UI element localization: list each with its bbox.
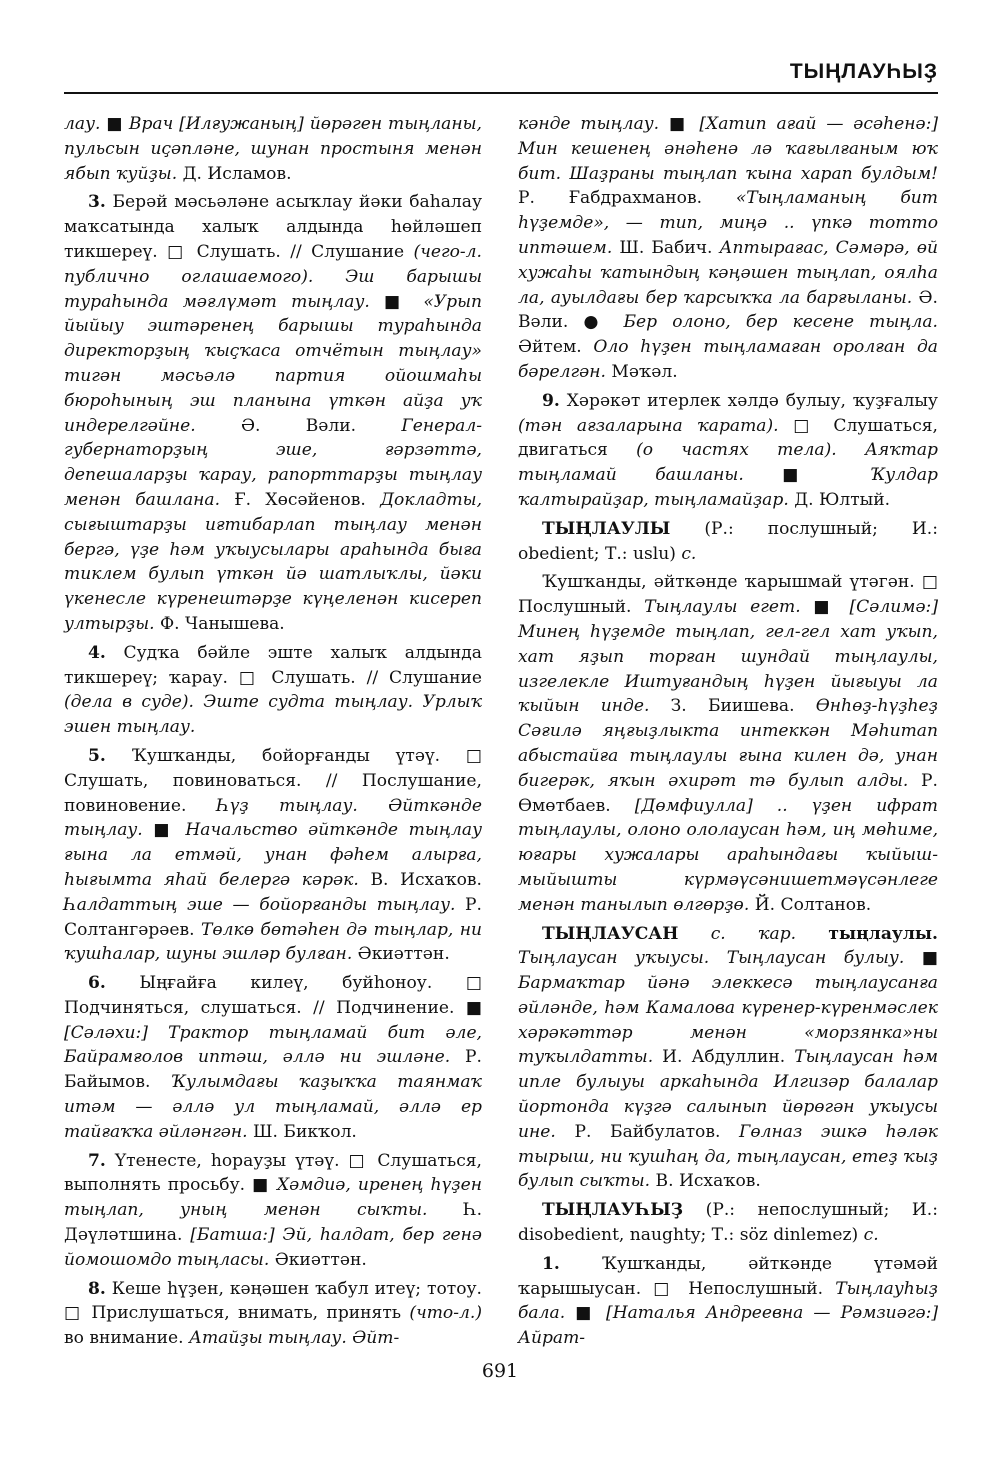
right-column bbox=[518, 112, 938, 1355]
entry-paragraph: 5. Ҡушҡанды, бойорғанды үтәү. □ Слушать, повиноваться. // Послушание, повиновение. Һүҙ тыңлау. Әйткәнде тыңлау. ■ Начальство әйткәнде тыңлау ғына ла етмәй, унан фәһем алырға, һығымта яһай белергә кәрәк. В. Исхаҡов. Һалдаттың эше — бойорғанды тыңлау. Р. Солтангәрәев. Төлкө бөтәһен дә тыңлар, ни ҡушһалар, шуны эшләр булған. Әкиәттән. bbox=[64, 745, 482, 965]
header-rule bbox=[64, 92, 938, 94]
running-head: ТЫҢЛАУҺЫҘ bbox=[789, 60, 938, 83]
entry-paragraph: Ҡушҡанды, әйткәнде ҡарышмай үтәгән. □ Послушный. Тыңлаулы егет. ■ [Сәлимә:] Минең һүҙемде тыңлап, гел-гел хат уҡып, хат яҙып торған шундай тыңлаулы, изгелекле Иштуғандың һүҙен йығыуы ла ҡыйын инде. З. Биишева. Өнһөҙ-һүҙһеҙ Сәғилә яңғыҙлыкта интеккән Мәһитап абыстайға тыңлаулы ғына килен дә, унан бигерәк, яҡын әхирәт тә булып алды. Р. Өмөтбаев. [Дөмфиулла] .. үҙен ифрат тыңлаулы, олоно ололаусан һәм, иң мөһиме, юғары хужалары араһындағы ҡыйыш-мыйышты күрмәүсәнишетмәүсәнлеге менән танылып өлгөрҙө. Й. Солтанов. bbox=[518, 572, 938, 915]
entry-paragraph: 7. Үтенесте, һорауҙы үтәү. □ Слушаться, выполнять просьбу. ■ Хәмдиә, иренең һүҙен тыңлап, уның менән сыҡты. Һ. Дәүләтшина. [Батша:] Эй, һалдат, бер генә йомошомдо тыңласы. Әкиәттән. bbox=[64, 1150, 483, 1270]
entry-paragraph: 8. Кеше һүҙен, кәңәшен ҡабул итеү; тотоу. □ Прислушаться, внимать, принять (что-л.) во внимание. Атайҙы тыңлау. Әйт- bbox=[64, 1278, 482, 1349]
entry-paragraph: 4. Судҡа бәйле эште халыҡ алдында тикшереү; ҡарау. □ Слушать. // Слушание (дела в суде). Эште судта тыңлау. Урлыҡ эшен тыңлау. bbox=[64, 642, 482, 738]
entry-paragraph: 9. Хәрәкәт итерлек хәлдә булыу, ҡуҙғалыу (тән ағзаларына ҡарата). □ Слушаться, двигаться (о частях тела). Аяҡтар тыңламай башланы. ■ Ҡулдар ҡалтырайҙар, тыңламайҙар. Д. Юлтый. bbox=[518, 390, 938, 510]
page-number: 691 bbox=[481, 1360, 519, 1382]
left-column bbox=[64, 112, 482, 1355]
entry-paragraph: ТЫҢЛАУСАН с. ҡар. тыңлаулы. Тыңлаусан уҡыусы. Тыңлаусан булыу. ■ Бармаҡтар йәнә элеккесә тыңлаусанға әйләнде, һәм Камалова күренер-күренмәслек хәрәкәттәр менән «морзянка»ны туҡылдатты. И. Абдуллин. Тыңлаусан һәм иплe булыуы аркаһында Илгизәр балалар йортонда күҙгә салынып йөрөгән уҡыусы ине. Р. Байбулатов. Гөлназ эшкә һәләк тырыш, ни ҡушһаң да, тыңлаусан, етеҙ ҡыҙ булып сыҡты. В. Исхаҡов. bbox=[518, 923, 938, 1192]
entry-paragraph: лау. ■ Врач [Илғужаның] йөрәген тыңланы, пульсын иҫәпләне, шунан простыня менән ябып ҡуйҙы. Д. Исламов. bbox=[64, 114, 482, 184]
entry-paragraph: 1. Ҡушҡанды, әйткәнде үтәмәй ҡарышыусан. □ Непослушный. Тыңлауһыҙ бала. ■ [Наталья Андреевна — Рәмзиәгә:] Айрат- bbox=[518, 1253, 938, 1349]
entry-paragraph: 3. Берәй мәсьәләне асыҡлау йәки баһалау маҡсатында халыҡ алдында һөйләшеп тикшереү. □ Слушать. // Слушание (чего-л. публично оглашаемого). Эш барышы тураһында мәғлүмәт тыңлау. ■ «Урып йыйыу эштәренең барышы тураһында директорҙың ҡыҫҡаса отчётын тыңлау» тигән мәсьәлә партия ойошмаһы бюроһының эш планына үткән айҙа уҡ индерелгәйне. Ә. Вәли. Генерал-губернаторҙың эше, ғәрзәттә, депешаларҙы ҡарау, рапорттарҙы тыңлау менән башлана. Ғ. Хөсәйенов. Докладты, сығыштарҙы иғтибарлап тыңлау менән бергә, үҙе һәм уҡыусылары араһында быға тиклем булып үткән йә шатлыҡлы, йәки үкенесле күренештәрҙе күңеленән кисереп ултырҙы. Ф. Чанышева. bbox=[64, 192, 483, 634]
entry-paragraph: ТЫҢЛАУЛЫ (Р.: послушный; И.: obedient; Т.: uslu) с. bbox=[518, 518, 938, 564]
entry-paragraph: ТЫҢЛАУҺЫҘ (Р.: непослушный; И.: disobedient, naughty; Т.: söz dinlemez) с. bbox=[518, 1200, 938, 1246]
entry-paragraph: 6. Ыңғайға килеү, буйһоноу. □ Подчиняться, слушаться. // Подчинение. ■ [Сәләхи:] Трактор тыңламай бит әле, Байрамғолов иптәш, әллә ни эшләне. Р. Байымов. Ҡулымдағы ҡаҙыҡҡа таянмаҡ итәм — әллә ул тыңламай, әллә ер тайғаҡҡа әйләнгән. Ш. Бикҡол. bbox=[64, 973, 482, 1142]
entry-paragraph: кәнде тыңлау. ■ [Хатип ағай — әсәһенә:] Мин кешенең әнәһенә лә ҡағылғаным юҡ бит. Шаҙраны тыңлап ҡына харап булдым! Р. Ғабдрахманов. «Тыңламаның бит һүҙемде», — тип, миңә .. үпкә тотто иптәшем. Ш. Бабич. Аптырағас, Сәмәрә, өй хужаһы ҡатындың кәңәшен тыңлап, оялһа ла, ауылдағы бер ҡарсыҡҡа ла барғыланы. Ә. Вәли. ● Бер олоно, бер кесене тыңла. Әйтем. Оло һүҙен тыңламаған оролған да бәрелгән. Мәҡәл. bbox=[518, 114, 938, 382]
